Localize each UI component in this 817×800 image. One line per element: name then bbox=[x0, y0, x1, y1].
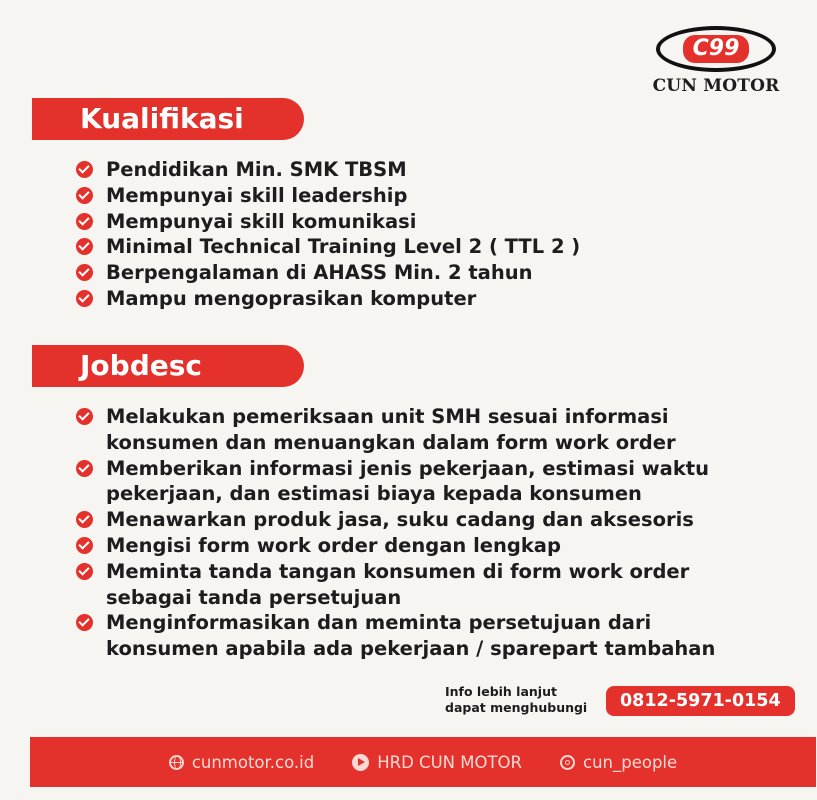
list-item bbox=[76, 507, 715, 533]
footer-website[interactable] bbox=[169, 753, 314, 772]
list-item bbox=[76, 559, 715, 611]
list-item-line: Mengisi form work order dengan lengkap bbox=[106, 533, 561, 557]
contact-label-line: Info lebih lanjut bbox=[445, 684, 557, 699]
list-item-line: Memberikan informasi jenis pekerjaan, estimasi waktu bbox=[106, 456, 710, 480]
contact-label bbox=[445, 684, 587, 716]
list-item bbox=[76, 209, 580, 235]
phone-number[interactable]: 0812-5971-0154 bbox=[606, 686, 795, 716]
kualifikasi-list bbox=[76, 157, 580, 312]
check-icon bbox=[76, 408, 93, 425]
logo-oval bbox=[656, 26, 776, 72]
check-icon bbox=[76, 290, 93, 307]
check-icon bbox=[76, 238, 93, 255]
check-icon bbox=[76, 213, 93, 230]
footer-bar bbox=[30, 737, 816, 787]
list-item-text: Mempunyai skill komunikasi bbox=[106, 209, 417, 233]
list-item-text: Berpengalaman di AHASS Min. 2 tahun bbox=[106, 261, 533, 285]
list-item bbox=[76, 456, 715, 508]
list-item-text: Mampu mengoprasikan komputer bbox=[106, 286, 477, 310]
list-item bbox=[76, 286, 580, 312]
list-item-text: Pendidikan Min. SMK TBSM bbox=[106, 158, 407, 181]
list-item-line: Meminta tanda tangan konsumen di form work order bbox=[106, 559, 690, 583]
list-item-line: pekerjaan, dan estimasi biaya kepada konsumen bbox=[106, 482, 642, 506]
list-item-line: Melakukan pemeriksaan unit SMH sesuai informasi bbox=[106, 405, 669, 428]
kualifikasi-heading: Kualifikasi bbox=[32, 98, 304, 140]
check-icon bbox=[76, 511, 93, 528]
cun-motor-logo bbox=[651, 26, 781, 96]
instagram-handle-link[interactable]: cun_people bbox=[583, 752, 678, 772]
list-item bbox=[76, 183, 580, 209]
instagram-icon bbox=[560, 755, 575, 770]
list-item-line: Menginformasikan dan meminta persetujuan dari bbox=[106, 611, 652, 635]
list-item-line: sebagai tanda persetujuan bbox=[106, 585, 402, 609]
check-icon bbox=[76, 187, 93, 204]
list-item bbox=[76, 404, 715, 456]
list-item bbox=[76, 234, 580, 260]
list-item bbox=[76, 533, 715, 559]
list-item-line: konsumen apabila ada pekerjaan / sparepart tambahan bbox=[106, 637, 716, 661]
list-item-text: Mempunyai skill leadership bbox=[106, 183, 408, 207]
list-item bbox=[76, 157, 580, 183]
list-item-text: Minimal Technical Training Level 2 ( TTL 2 ) bbox=[106, 235, 581, 259]
footer-instagram[interactable] bbox=[560, 753, 677, 772]
website-link[interactable]: cunmotor.co.id bbox=[191, 752, 315, 772]
jobdesc-list bbox=[76, 404, 715, 662]
globe-icon bbox=[169, 755, 184, 770]
list-item bbox=[76, 610, 715, 662]
jobdesc-heading: Jobdesc bbox=[32, 345, 304, 387]
logo-brand-name: CUN MOTOR bbox=[652, 76, 780, 96]
check-icon bbox=[76, 161, 93, 178]
list-item-line: konsumen dan menuangkan dalam form work order bbox=[106, 430, 676, 454]
list-item bbox=[76, 260, 580, 286]
list-item-line: Menawarkan produk jasa, suku cadang dan aksesoris bbox=[106, 508, 694, 532]
youtube-play-icon bbox=[352, 754, 369, 771]
check-icon bbox=[76, 537, 93, 554]
check-icon bbox=[76, 614, 93, 631]
youtube-channel-link[interactable]: HRD CUN MOTOR bbox=[377, 752, 522, 772]
contact-label-line: dapat menghubungi bbox=[445, 700, 588, 715]
footer-youtube[interactable] bbox=[352, 753, 522, 772]
check-icon bbox=[76, 460, 93, 477]
check-icon bbox=[76, 563, 93, 580]
check-icon bbox=[76, 264, 93, 281]
logo-badge: C99 bbox=[683, 35, 750, 63]
